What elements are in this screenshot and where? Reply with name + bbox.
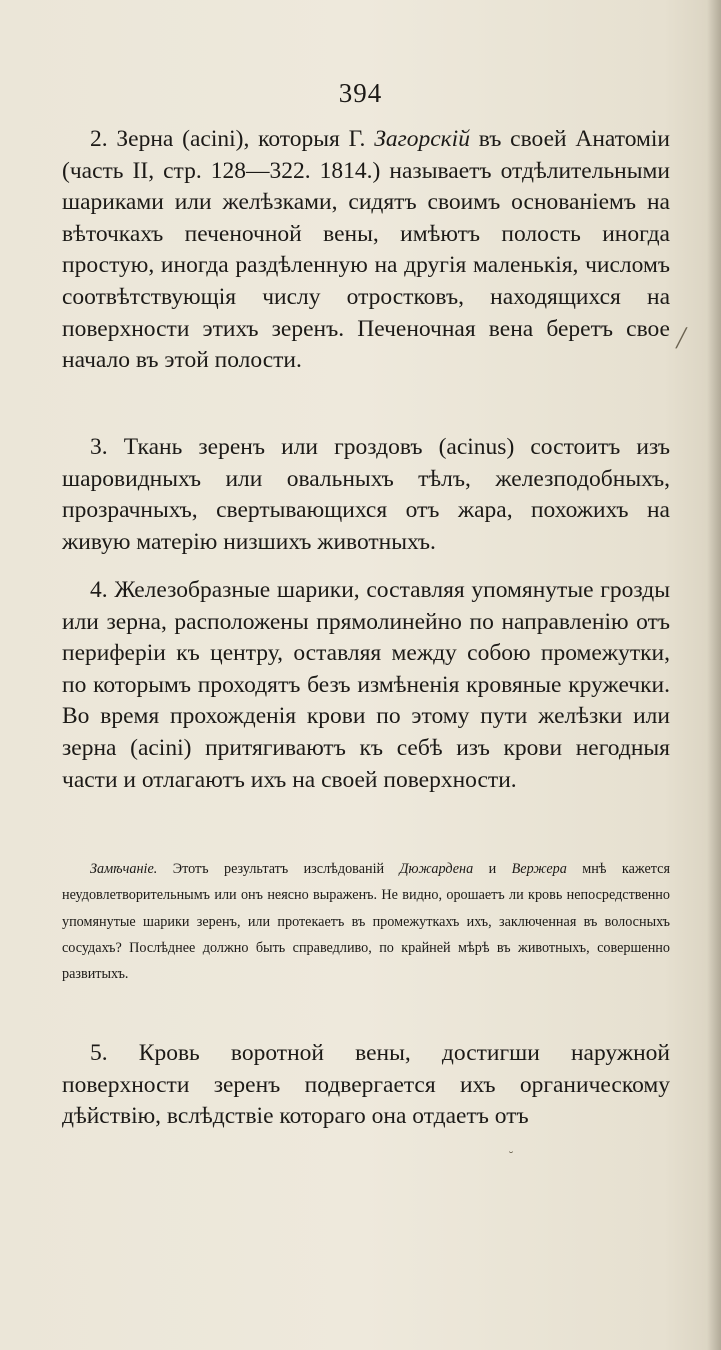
paragraph-5	[62, 1038, 670, 1133]
paragraph-2-text-start: 2. Зерна (acini), которыя Г.	[90, 126, 375, 152]
paragraph-4-text: 4. Железобразные шарики, составляя упомянутые грозды или зерна, расположены прямолинейно по направленію отъ периферіи къ центру, оставляя между собою промежутки, по которымъ проходятъ безъ измѣненія кровяные кружечки. Во время прохожденія крови по этому пути желѣзки или зерна (acini) притягиваютъ къ себѣ изъ крови негодныя части и отлагаютъ ихъ на своей поверхности.	[62, 577, 670, 793]
margin-pencil-mark: ╱	[676, 328, 687, 349]
paragraph-3	[62, 432, 670, 558]
page-edge-shadow	[707, 0, 721, 1350]
note-text-2: и	[473, 861, 512, 877]
note-name-2: Вержера	[511, 861, 567, 877]
page-number: 394	[338, 78, 383, 108]
note-block	[62, 856, 670, 987]
note-text-1: Этотъ результатъ изслѣдованій	[157, 861, 400, 877]
paragraph-2-text-end: въ своей Анатоміи (часть II, стр. 128—322. 1814.) называетъ отдѣлительными шариками или желѣзками, сидятъ своимъ основаніемъ на вѣточкахъ печеночной вены, имѣютъ полость иногда простую, иногда раздѣленную на другія маленькія, числомъ соотвѣтствующія числу отростковъ, находящихся на поверхности этихъ зеренъ. Печеночная вена беретъ свое начало въ этой полости.	[62, 126, 670, 374]
paragraph-5-text: 5. Кровь воротной вены, достигши наружной поверхности зеренъ подвергается ихъ органическому дѣйствію, вслѣдствіе котораго она отдаетъ отъ	[62, 1040, 670, 1130]
paragraph-3-text: 3. Ткань зеренъ или гроздовъ (acinus) состоитъ изъ шаровидныхъ или овальныхъ тѣлъ, железподобныхъ, прозрачныхъ, свертывающихся отъ жара, похожихъ на живую матерію низшихъ животныхъ.	[62, 434, 670, 555]
paragraph-2	[62, 124, 670, 377]
paragraph-4	[62, 575, 670, 796]
note-label: Замѣчаніе.	[90, 861, 158, 877]
note-text-3: мнѣ кажется неудовлетворительнымъ или онъ неясно выраженъ. Не видно, орошаетъ ли кровь непосредственно упомянутые шарики зеренъ, или протекаетъ въ промежуткахъ ихъ, заключенная въ волосныхъ сосудахъ? Послѣднее должно быть справедливо, по крайней мѣрѣ въ животныхъ, совершенно развитыхъ.	[62, 861, 671, 983]
stray-ink-mark: ˘	[508, 1150, 514, 1164]
note-name-1: Дюжардена	[399, 861, 474, 877]
author-name: Загорскій	[374, 126, 470, 152]
